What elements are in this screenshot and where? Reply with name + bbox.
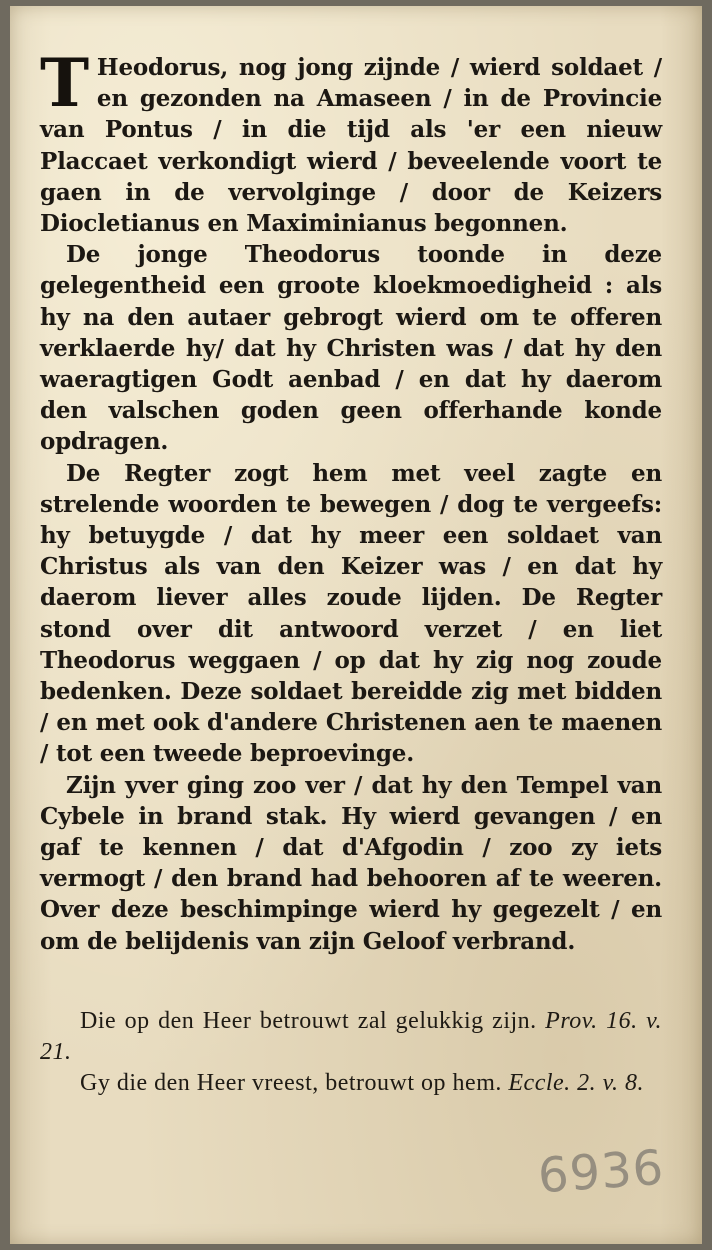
- quote-1-reference: Prov. 16. v. 21.: [40, 1008, 662, 1065]
- paragraph-3: De Regter zogt hem met veel zagte en strelende woorden te bewegen / dog te vergeefs: hy betuygde / dat hy meer een soldaet van Christus als van den Keizer was / en dat hy daerom liever alles zoude lijden. De Regter stond over dit antwoord verzet / en liet Theodorus weggaen / op dat hy zig nog zoude bedenken. Deze soldaet bereidde zig met bidden / en met ook d'andere Christenen aen te maenen / tot een tweede beproevinge.: [40, 459, 662, 768]
- drop-cap: T: [40, 44, 89, 122]
- paragraph-1: [40, 44, 662, 239]
- paragraph-1-text: Heodorus, nog jong zijnde / wierd soldaet / en gezonden na Amaseen / in de Provincie van Pontus / in die tijd als 'er een nieuw Placcaet verkondigt wierd / beveelende voort te gaen in de vervolginge / door de Keizers Diocletianus en Maximinianus begonnen.: [40, 54, 662, 238]
- quote-1: [40, 1006, 662, 1068]
- paragraph-4: Zijn yver ging zoo ver / dat hy den Tempel van Cybele in brand stak. Hy wierd gevangen / en gaf te kennen / dat d'Afgodin / zoo zy iets vermogt / den brand had behooren af te weeren. Over deze beschimpinge wierd hy gegezelt / en om de belijdenis van zijn Geloof verbrand.: [40, 771, 662, 955]
- quote-2-text: Gy die den Heer vreest, betrouwt op hem.: [80, 1070, 502, 1096]
- scripture-quotes: [40, 1006, 662, 1099]
- quote-1-text: Die op den Heer betrouwt zal gelukkig zijn.: [80, 1008, 537, 1034]
- paragraph-2: De jonge Theodorus toonde in deze gelegentheid een groote kloekmoedigheid : als hy na den autaer gebrogt wierd om te offeren verklaerde hy/ dat hy Christen was / dat hy den waeragtigen Godt aenbad / en dat hy daerom den valschen goden geen offerhande konde opdragen.: [40, 241, 662, 456]
- quote-2-reference: Eccle. 2. v. 8.: [508, 1070, 645, 1096]
- document-page: [10, 6, 702, 1244]
- quote-2: [40, 1068, 662, 1099]
- body-text: [40, 44, 662, 957]
- pencil-inventory-number: 6936: [536, 1139, 666, 1205]
